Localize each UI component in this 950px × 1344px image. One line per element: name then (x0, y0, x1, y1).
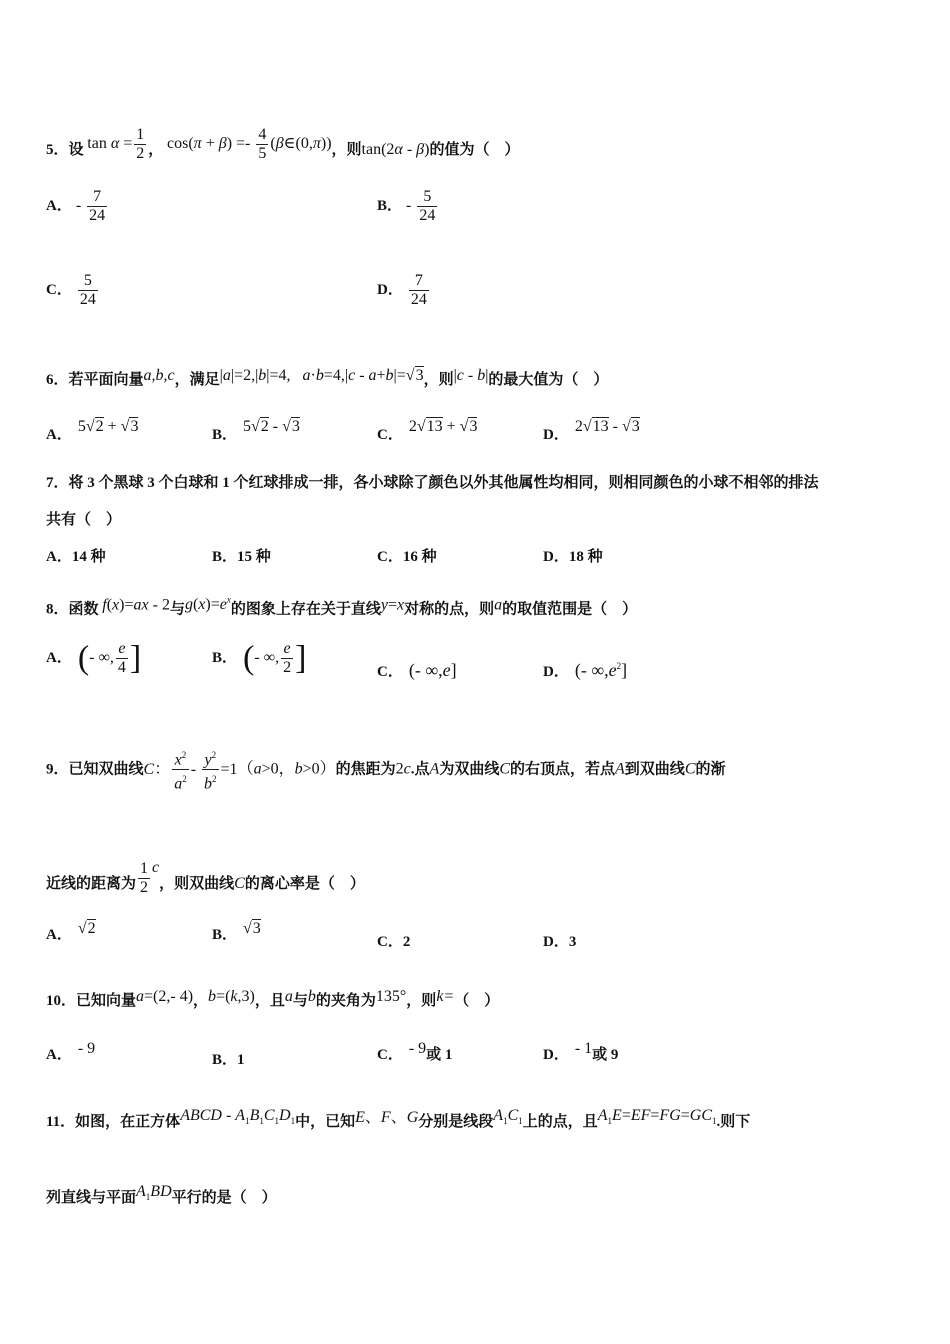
q10-option-c[interactable]: C． - 9或 1 (377, 1040, 453, 1063)
q9-point-a: A (429, 760, 440, 778)
q10-vb: b (307, 988, 316, 1005)
q9-line1: 9．已知双曲线C： $\frac{x^2}{a^2}$ - $\frac{y^2}{b^2}$ =1（a>0，b>0）的焦距为2c.点A为双曲线C的右顶点，若点A到双曲线C的渐 (46, 750, 726, 793)
q7-option-d[interactable]: D．18 种 (543, 549, 603, 565)
q8-option-a[interactable]: A． (- ∞, $\frac{e}{4}$ ] (46, 639, 142, 677)
q9-curve-c-3: C (234, 875, 245, 892)
q5-target: tan(2α - β) (361, 141, 430, 159)
q10-option-a[interactable]: A． - 9 (46, 1040, 96, 1063)
q6-stem: 6．若平面向量a,b,c，满足|a|=2,|b|=4, a·b=4,|c - a+b|=√3，则|c - b|的最大值为（ ） (46, 367, 609, 388)
q6-vars: a,b,c (143, 367, 175, 384)
q9-point-a-2: A (615, 760, 625, 778)
q8-option-c[interactable]: C． (- ∞,e] (377, 660, 457, 680)
q5-cond1: tan α = $\frac{1}{2}$ (87, 126, 145, 162)
q5-option-c[interactable]: C． $\frac{5}{24}$ (46, 272, 96, 308)
q9-option-a[interactable]: A． √2 (46, 920, 96, 943)
q5-option-a[interactable]: A． - $\frac{7}{24}$ (46, 188, 106, 224)
q6-option-b[interactable]: B． 5√2 - √3 (212, 418, 300, 443)
q6-option-a[interactable]: A． 5√2 + √3 (46, 418, 139, 443)
q8-option-d[interactable]: D． (- $\infty,e^2$] (543, 660, 628, 680)
q9-focal: 2c (395, 760, 411, 778)
q9-option-d[interactable]: D．3 (543, 934, 577, 950)
q5-cond2: cos(π + β) =- $\frac{4}{5}$ (β∈(0,π)) (167, 126, 332, 162)
q5-stem: 5．设 tan α = $\frac{1}{2}$ ， cos(π + β) =- $\frac{4}{5}$ (β∈(0,π))，则tan(2α - β)的值为（ ） (46, 126, 520, 162)
q6-target: |c - b| (453, 367, 489, 384)
q9-curve: C： $\frac{x^2}{a^2}$ - $\frac{y^2}{b^2}$ =1 (143, 750, 238, 793)
q9-line2: 近线的距离为 $\frac{1}{2}$ c，则双曲线C的离心率是（ ） (46, 859, 365, 896)
q8-stem: 8．函数 f(x)=ax - 2与$g(x)=e^x$的图象上存在关于直线y=x对称的点，则a的取值范围是（ ） (46, 595, 638, 618)
q7-line2: 共有（ ） (46, 512, 122, 528)
q7-option-c[interactable]: C．16 种 (377, 549, 437, 565)
q10-a: a=(2,- 4) (136, 988, 194, 1005)
q8-option-b[interactable]: B． (- ∞, $\frac{e}{2}$ ] (212, 639, 307, 677)
q11-plane: $A_1BD$ (136, 1183, 172, 1203)
q11-cube: ABCD - $A_1B_1C_1D_1$ (180, 1107, 296, 1127)
q11-pts: E、F、G (355, 1109, 419, 1126)
q6-option-c[interactable]: C． 2√13 + √3 (377, 418, 478, 443)
q8-f: f(x)=ax - 2 (102, 596, 170, 614)
q5-option-b[interactable]: B． - $\frac{5}{24}$ (377, 188, 436, 224)
q10-option-d[interactable]: D． - 1或 9 (543, 1040, 619, 1063)
q11-line2: 列直线与平面$A_1BD$平行的是（ ） (46, 1183, 277, 1206)
q11-eq: $A_1E=EF=FG=GC_1$ (597, 1107, 717, 1127)
q10-stem: 10．已知向量a=(2,- 4)，b=(k,3)，且a与b的夹角为135°，则k=（ ） (46, 988, 500, 1009)
q10-angle: 135° (375, 988, 407, 1005)
q9-option-b[interactable]: B． √3 (212, 920, 261, 943)
q10-k: k= (436, 988, 455, 1005)
q6-cond: |a|=2,|b|=4, a·b=4,|c - a+b|=√3 (219, 367, 424, 384)
q10-option-b[interactable]: B．1 (212, 1052, 245, 1068)
q11-line1: 11．如图，在正方体ABCD - $A_1B_1C_1D_1$中，已知E、F、G分别是线段$A_1C_1$上的点，且$A_1E=EF=FG=GC_1$.则下 (46, 1107, 751, 1130)
q9-dist: $\frac{1}{2}$ c (140, 859, 160, 896)
q5-option-d[interactable]: D． $\frac{7}{24}$ (377, 272, 427, 308)
q7-option-b[interactable]: B．15 种 (212, 549, 271, 565)
q7-line1: 7．将 3 个黑球 3 个白球和 1 个红球排成一排，各小球除了颜色以外其他属性均相同，则相同颜色的小球不相邻的排法 (46, 475, 819, 491)
q6-option-d[interactable]: D． 2√13 - √3 (543, 418, 640, 443)
q9-curve-c-2: C (684, 760, 696, 778)
q9-cond: （a>0，b>0） (237, 760, 336, 778)
q9-option-c[interactable]: C．2 (377, 934, 411, 950)
q8-var: a (494, 596, 503, 614)
q11-seg: $A_1C_1$ (493, 1107, 523, 1127)
q7-option-a[interactable]: A．14 种 (46, 549, 106, 565)
q8-line: y=x (380, 596, 405, 614)
q9-curve-c: C (499, 760, 510, 778)
q10-va: a (284, 988, 293, 1005)
q8-g: $g(x)=e^x$ (184, 595, 231, 614)
q10-b: b=(k,3) (208, 988, 255, 1005)
